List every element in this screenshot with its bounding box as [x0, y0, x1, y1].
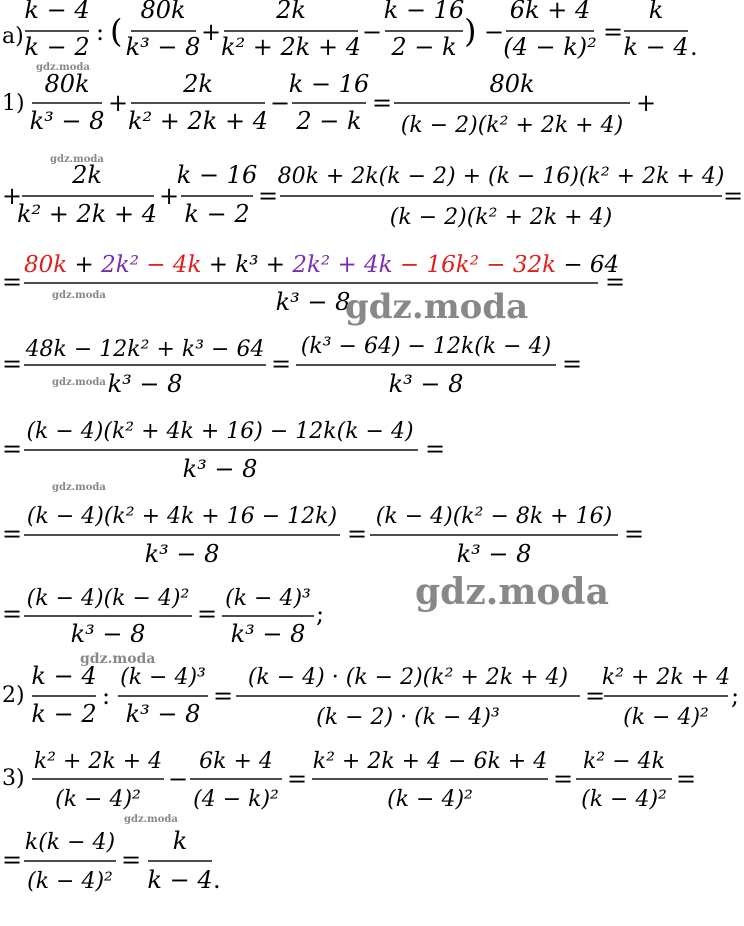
s1-l1-r-num: 80k — [489, 70, 535, 98]
task-frac1-den: k − 2 — [24, 33, 90, 61]
period: . — [690, 33, 698, 61]
divide-sign: : — [96, 18, 105, 46]
label-a: а) — [2, 24, 24, 49]
s1-l1-r-den: (k − 2)(k² + 2k + 4) — [400, 113, 624, 138]
semicolon: ; — [316, 600, 325, 628]
task-frac1-num: k − 4 — [24, 0, 90, 24]
s1-colored-numerator — [24, 252, 619, 278]
s1-l7-a-num: (k − 4)(k − 4)² — [26, 586, 190, 611]
watermark-small: gdz.moda — [80, 651, 156, 667]
s3-b-num: 6k + 4 — [199, 749, 273, 774]
task-frac3-num: 2k — [276, 0, 306, 24]
minus-sign: − — [168, 765, 189, 793]
task-frac2-den: k³ − 8 — [125, 33, 201, 61]
equals-sign: = — [723, 182, 744, 210]
s1-l7-b-den: k³ − 8 — [230, 620, 306, 648]
s3-c-num: k² + 2k + 4 − 6k + 4 — [312, 749, 548, 774]
s3-a-den: (k − 4)² — [55, 787, 141, 812]
term-64: − 64 — [556, 252, 620, 278]
s1-l2-a-den: k² + 2k + 4 — [17, 200, 157, 228]
paren-close: ) — [464, 12, 477, 50]
s3-d-den: (k − 4)² — [581, 787, 667, 812]
equals-sign: = — [562, 350, 583, 378]
equals-sign: = — [121, 846, 142, 874]
s1-l2-b-den: k − 2 — [184, 200, 250, 228]
plus-sign: + — [159, 182, 180, 210]
task-result-den: k − 4 — [623, 33, 689, 61]
equals-sign: = — [347, 520, 368, 548]
minus-sign: − — [362, 18, 383, 46]
s3-f-num: k — [172, 827, 188, 855]
equals-sign: = — [2, 435, 23, 463]
equals-sign: = — [258, 182, 279, 210]
s3-e-num: k(k − 4) — [24, 830, 116, 855]
task-frac2-num: 80k — [140, 0, 186, 24]
s2-b-num: (k − 4)³ — [120, 665, 206, 690]
s2-a-num: k − 4 — [31, 662, 97, 690]
paren-open: ( — [110, 12, 123, 50]
equals-sign: = — [197, 600, 218, 628]
s3-a-num: k² + 2k + 4 — [33, 749, 163, 774]
watermark-small: gdz.moda — [52, 290, 106, 301]
equals-sign: = — [605, 268, 626, 296]
watermark-small: gdz.moda — [36, 62, 90, 73]
task-frac5-num: 6k + 4 — [509, 0, 591, 24]
s1-l5-den: k³ − 8 — [182, 455, 258, 483]
s1-l6-a-den: k³ − 8 — [144, 540, 220, 568]
s2-d-num: k² + 2k + 4 — [601, 665, 731, 690]
s1-l1-a-den: k³ − 8 — [29, 107, 105, 135]
minus-sign: − — [270, 89, 291, 117]
term-minus-4k: − 4k — [138, 252, 202, 278]
equals-sign: = — [624, 520, 645, 548]
term-k3: + k³ + — [201, 252, 293, 278]
watermark-large: gdz.moda — [415, 571, 609, 613]
s1-l6-a-num: (k − 4)(k² + 4k + 16 − 12k) — [26, 504, 338, 529]
s1-l2-b-num: k − 16 — [176, 161, 258, 189]
task-frac4-num: k − 16 — [383, 0, 465, 24]
equals-sign: = — [2, 268, 23, 296]
plus-sign: + — [2, 182, 23, 210]
plus-sign: + — [636, 89, 657, 117]
watermark-large: gdz.moda — [345, 287, 529, 327]
equals-sign: = — [372, 89, 393, 117]
s1-l4-a-num: 48k − 12k² + k³ − 64 — [25, 337, 265, 362]
s1-l1-b-num: 2k — [183, 70, 213, 98]
s1-l6-b-den: k³ − 8 — [456, 540, 532, 568]
equals-sign: = — [287, 765, 308, 793]
equals-sign: = — [271, 350, 292, 378]
s3-b-den: (4 − k)² — [193, 787, 279, 812]
equals-sign: = — [603, 18, 624, 46]
equals-sign: = — [676, 765, 697, 793]
plus-sign: + — [108, 89, 129, 117]
label-1: 1) — [2, 91, 25, 116]
s1-l1-c-num: k − 16 — [288, 70, 370, 98]
term-2k2: 2k² — [101, 252, 139, 278]
task-result-num: k — [648, 0, 664, 24]
term-plus: + — [67, 252, 102, 278]
term-16k2-32k: − 16k² − 32k — [392, 252, 557, 278]
s2-b-den: k³ − 8 — [125, 700, 201, 728]
s1-l7-b-num: (k − 4)³ — [225, 586, 311, 611]
watermark-small: gdz.moda — [50, 154, 104, 165]
s2-d-den: (k − 4)² — [623, 705, 709, 730]
label-3: 3) — [2, 766, 25, 791]
s1-l3-den: k³ − 8 — [275, 288, 351, 316]
equals-sign: = — [425, 435, 446, 463]
period: . — [213, 866, 221, 894]
s1-l4-b-den: k³ − 8 — [388, 370, 464, 398]
equals-sign: = — [2, 520, 23, 548]
term-80k: 80k — [24, 252, 68, 278]
term-2k2-4k: 2k² + 4k — [292, 252, 393, 278]
watermark-small: gdz.moda — [124, 814, 178, 825]
equals-sign: = — [2, 846, 23, 874]
watermark-small: gdz.moda — [52, 482, 106, 493]
equals-sign: = — [553, 765, 574, 793]
s3-d-num: k² − 4k — [583, 749, 665, 774]
watermark-small: gdz.moda — [52, 377, 106, 388]
s1-l6-b-num: (k − 4)(k² − 8k + 16) — [375, 504, 613, 529]
task-frac5-den: (4 − k)² — [503, 33, 597, 61]
s2-a-den: k − 2 — [31, 700, 97, 728]
s2-c-den: (k − 2) · (k − 4)³ — [316, 705, 500, 730]
label-2: 2) — [2, 683, 25, 708]
plus-sign: + — [201, 18, 222, 46]
s1-l2-a-num: 2k — [72, 161, 102, 189]
s1-l1-b-den: k² + 2k + 4 — [128, 107, 268, 135]
equals-sign: = — [2, 350, 23, 378]
s1-l7-a-den: k³ − 8 — [70, 620, 146, 648]
s3-e-den: (k − 4)² — [27, 869, 113, 894]
task-frac4-den: 2 − k — [391, 33, 457, 61]
task-frac3-den: k² + 2k + 4 — [221, 33, 361, 61]
s1-l1-c-den: 2 − k — [296, 107, 362, 135]
s1-l4-b-num: (k³ − 64) − 12k(k − 4) — [300, 334, 552, 359]
equals-sign: = — [585, 682, 606, 710]
s3-f-den: k − 4 — [147, 866, 213, 894]
s3-c-den: (k − 4)² — [387, 787, 473, 812]
s1-l5-num: (k − 4)(k² + 4k + 16) − 12k(k − 4) — [26, 419, 414, 444]
semicolon: ; — [731, 682, 740, 710]
divide-sign: : — [102, 682, 111, 710]
s2-c-num: (k − 4) · (k − 2)(k² + 2k + 4) — [247, 665, 569, 690]
s1-l2-r-num: 80k + 2k(k − 2) + (k − 16)(k² + 2k + 4) — [277, 164, 725, 189]
s1-l2-r-den: (k − 2)(k² + 2k + 4) — [389, 205, 613, 230]
equals-sign: = — [213, 682, 234, 710]
s1-l4-a-den: k³ − 8 — [107, 370, 183, 398]
s1-l1-a-num: 80k — [44, 70, 90, 98]
minus-sign: − — [484, 18, 505, 46]
equals-sign: = — [2, 600, 23, 628]
